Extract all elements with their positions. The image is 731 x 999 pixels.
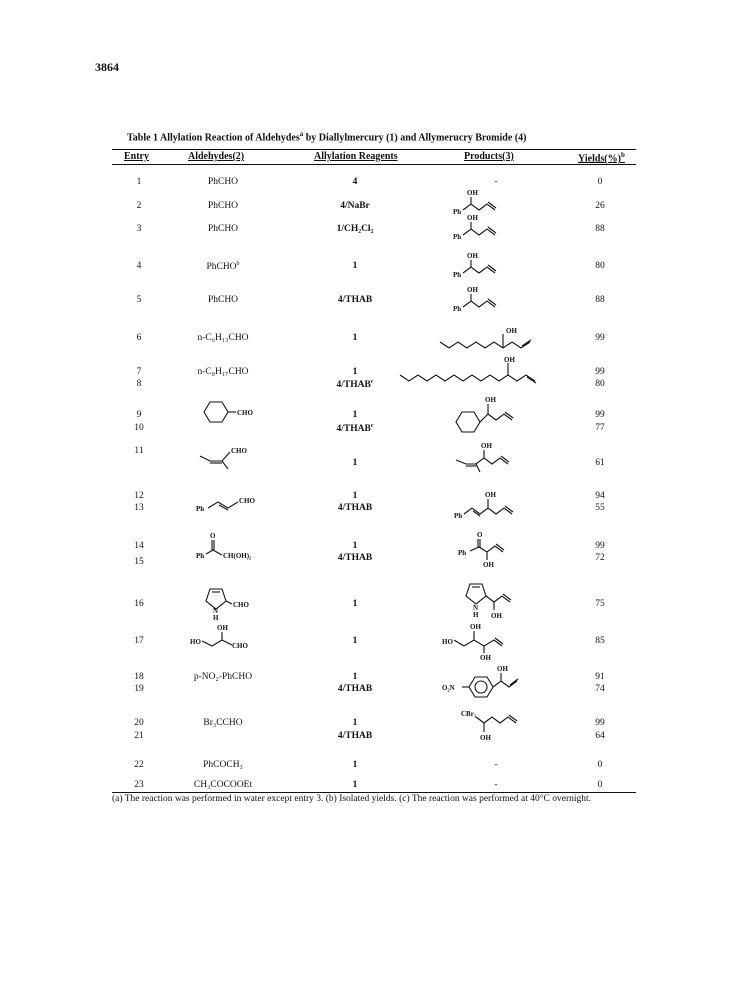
caption-prefix: Table 1 Allylation Reaction of Aldehydes: [127, 132, 300, 144]
table-bottom-rule: [112, 792, 636, 793]
oh-label: OH: [467, 189, 478, 197]
skeleton: [456, 458, 508, 464]
reagent-cell: [310, 423, 400, 434]
table-top-rule: [112, 149, 636, 150]
phenyl-dienol-structure: [454, 488, 544, 524]
reagent-name: 4/THAB: [336, 424, 371, 435]
ph-label: Ph: [458, 549, 467, 557]
reagent-cell: 1: [352, 333, 358, 343]
phenylglyoxal-structure: [196, 530, 276, 564]
aldehyde-cell: PhCOCH₃: [203, 760, 243, 770]
skeleton: [440, 342, 530, 348]
entry-number: 8: [136, 379, 142, 389]
tetradecenol-structure: [398, 355, 558, 395]
oh-label: OH: [480, 734, 491, 742]
entry-number: 19: [134, 684, 144, 694]
reagent-cell: 4/THAB: [337, 684, 373, 694]
reagent-cell: 4/THAB: [337, 503, 373, 513]
yield-cell: 88: [595, 295, 605, 305]
reagent-cell: 4/THAB: [337, 295, 373, 305]
reagent-cell: 4/THAB: [337, 553, 373, 563]
oh-label: OH: [480, 654, 491, 662]
aldehyde-cell: PhCHO: [207, 224, 239, 234]
ch-oh2-label: CH(OH)₂: [223, 552, 252, 560]
ph-label: Ph: [453, 271, 462, 279]
cinnamaldehyde-structure: [196, 491, 266, 521]
oh-label: OH: [470, 623, 481, 631]
cho-label: CHO: [233, 601, 249, 609]
yield-cell: 99: [595, 541, 605, 551]
yield-cell: 99: [595, 410, 605, 420]
o-label: O: [210, 532, 216, 540]
reagent-cell: 1: [352, 410, 358, 420]
reagent-sup: c: [370, 423, 374, 429]
cyclohexane-ring: [456, 412, 480, 432]
entry-number: 14: [134, 541, 144, 551]
homoallyl-alcohol-structure: [453, 213, 513, 243]
aldehyde-cell: PhCHO: [207, 201, 239, 211]
entry-number: 11: [134, 446, 144, 456]
entry-number: 9: [136, 410, 142, 420]
skeleton: [463, 267, 495, 273]
reagent-cell: 4: [352, 177, 358, 187]
table-caption: [127, 130, 526, 143]
homoallyl-alcohol-structure: [453, 285, 513, 315]
cyclohexane-ring: [204, 402, 228, 422]
oh-label: OH: [483, 561, 494, 569]
ho-label: HO: [190, 638, 201, 646]
entry-number: 17: [134, 636, 144, 646]
yield-cell: 64: [595, 731, 605, 741]
skeleton: [464, 508, 512, 514]
entry-number: 22: [134, 760, 144, 770]
entry-number: 10: [134, 423, 144, 433]
entry-number: 18: [134, 672, 144, 682]
reagent-cell: 1: [352, 760, 358, 770]
table-footnote: (a) The reaction was performed in water except entry 3. (b) Isolated yields. (c) The reaction was performed at 40°C overnight.: [112, 794, 592, 804]
alkene-bond: [522, 340, 531, 346]
ph-label: Ph: [453, 208, 462, 216]
reagent-cell: 1: [352, 261, 358, 271]
reagent-cell: 1: [352, 491, 358, 501]
entry-number: 15: [134, 557, 144, 567]
ho-label: HO: [442, 638, 453, 646]
oh-label: OH: [485, 396, 496, 404]
cho-label: CHO: [232, 642, 248, 650]
header-aldehydes: Aldehydes(2): [188, 151, 245, 162]
table-header-rule: [112, 164, 636, 165]
alkene-bond: [527, 377, 536, 383]
cbr3-label: CBr₃: [461, 710, 476, 718]
entry-number: 4: [136, 261, 142, 271]
skeleton: [400, 375, 535, 381]
oh-label: OH: [481, 442, 492, 450]
cho-bond: [226, 601, 232, 604]
aromatic-circle: [475, 681, 487, 693]
cyclohexyl-cho-structure: [196, 398, 256, 428]
hydroxyketone-structure: [456, 530, 536, 570]
pyrrole-cho-structure: [196, 585, 256, 621]
dienol-structure: [452, 438, 542, 474]
entry-number: 2: [136, 201, 142, 211]
entry-number: 21: [134, 731, 144, 741]
yield-cell: 61: [595, 458, 605, 468]
cyclohexyl-product-structure: [452, 392, 542, 436]
ph-label: Ph: [454, 512, 463, 520]
methyl-bond: [222, 461, 228, 469]
triol-structure: [442, 620, 542, 664]
yield-cell: 55: [595, 503, 605, 513]
header-yields: [578, 151, 625, 164]
entry-number: 3: [136, 224, 142, 234]
entry-number: 7: [136, 367, 142, 377]
reagent-name: 4/THAB: [336, 380, 371, 391]
aldehyde-name: PhCHO: [206, 262, 237, 273]
yield-cell: 99: [595, 367, 605, 377]
yield-cell: 85: [595, 636, 605, 646]
yield-cell: 91: [595, 672, 605, 682]
yield-cell: 99: [595, 718, 605, 728]
oh-label: OH: [467, 252, 478, 260]
header-products: Products(3): [464, 151, 514, 162]
skeleton: [476, 717, 516, 723]
header-entry: Entry: [124, 151, 149, 162]
methyl-bond: [476, 464, 480, 472]
header-reagents: Allylation Reagents: [314, 151, 398, 162]
reagent-cell: 1/CH₂Cl₂: [336, 224, 374, 234]
skeleton: [480, 414, 512, 422]
reagent-sup: c: [370, 379, 374, 385]
entry-number: 6: [136, 333, 142, 343]
page-number: 3864: [95, 60, 119, 74]
skeleton: [463, 229, 495, 235]
caption-suffix: by Diallylmercury (1) and Allymerucry Bromide (4): [303, 132, 527, 144]
reagent-cell: 1: [352, 599, 358, 609]
yield-cell: 0: [597, 177, 603, 187]
oh-label: OH: [491, 612, 502, 620]
aldehyde-cell: [178, 261, 268, 272]
reagent-cell: 1: [352, 780, 358, 790]
header-yields-label: Yields(%): [578, 153, 621, 165]
skeleton: [463, 301, 495, 307]
reagent-cell: 4/NaBr: [340, 201, 370, 211]
yield-cell: 77: [595, 423, 605, 433]
entry-number: 23: [134, 780, 144, 790]
glyceraldehyde-structure: [190, 622, 260, 652]
skeleton: [463, 204, 495, 210]
reagent-cell: 1: [352, 718, 358, 728]
ph-label: Ph: [196, 505, 205, 513]
reagent-cell: 1: [352, 367, 358, 377]
entry-number: 1: [136, 177, 142, 187]
h-label: H: [473, 611, 479, 619]
aldehyde-cell: Br₃CCHO: [203, 718, 243, 728]
entry-number: 12: [134, 491, 144, 501]
oh-label: OH: [485, 491, 496, 499]
tribromo-product-structure: [454, 707, 554, 747]
ph-label: Ph: [196, 552, 205, 560]
reagent-cell: 1: [352, 458, 358, 468]
skeleton: [206, 550, 222, 555]
oh-label: OH: [467, 286, 478, 294]
skeleton: [202, 640, 232, 646]
oh-label: OH: [217, 624, 228, 632]
h-label: H: [213, 614, 219, 622]
alkene-bond: [510, 679, 518, 685]
aldehyde-cell: n-C₆H₁₃CHO: [197, 333, 249, 343]
aldehyde-cell: n-C₈H₁₇CHO: [197, 367, 249, 377]
entry-number: 20: [134, 718, 144, 728]
product-dash: -: [494, 780, 498, 790]
yield-cell: 0: [597, 780, 603, 790]
o-label: O: [477, 531, 483, 539]
reagent-cell: [310, 379, 400, 390]
oh-label: OH: [497, 665, 508, 673]
oh-label: OH: [504, 356, 515, 364]
ph-label: Ph: [453, 233, 462, 241]
nitrophenyl-product-structure: [442, 664, 552, 700]
product-dash: -: [494, 760, 498, 770]
reagent-cell: 1: [352, 636, 358, 646]
homoallyl-alcohol-structure: [453, 251, 513, 281]
pyrrolyl-product-structure: [456, 578, 536, 622]
n-label: N: [213, 607, 219, 615]
header-yields-sup: b: [620, 151, 625, 159]
entry-number: 16: [134, 599, 144, 609]
cho-label: CHO: [231, 447, 247, 455]
aldehyde-cell: PhCHO: [207, 177, 239, 187]
tiglic-aldehyde-structure: [196, 442, 256, 472]
yield-cell: 99: [595, 333, 605, 343]
benzene-ring: [469, 677, 493, 697]
caption-sup: a: [299, 130, 304, 138]
yield-cell: 75: [595, 599, 605, 609]
reagent-cell: 1: [352, 672, 358, 682]
skeleton: [470, 546, 503, 552]
oh-label: OH: [506, 327, 517, 335]
yield-cell: 88: [595, 224, 605, 234]
alkene-chain: [200, 452, 230, 461]
aldehyde-cell: p-NO₂-PhCHO: [193, 672, 253, 682]
o2n-label: O₂N: [442, 684, 455, 692]
product-dash: -: [494, 177, 498, 187]
skeleton: [454, 640, 502, 646]
aldehyde-sup: b: [236, 261, 240, 267]
cho-label: CHO: [239, 497, 255, 505]
dodecenol-structure: [438, 322, 558, 358]
yield-cell: 80: [595, 261, 605, 271]
yield-cell: 80: [595, 379, 605, 389]
entry-number: 5: [136, 295, 142, 305]
cho-label: CHO: [237, 409, 253, 417]
oh-label: OH: [467, 214, 478, 222]
reagent-cell: 1: [352, 541, 358, 551]
ph-label: Ph: [453, 305, 462, 313]
yield-cell: 94: [595, 491, 605, 501]
yield-cell: 74: [595, 684, 605, 694]
aldehyde-cell: PhCHO: [207, 295, 239, 305]
yield-cell: 72: [595, 553, 605, 563]
n-label: N: [473, 604, 479, 612]
reagent-cell: 4/THAB: [337, 731, 373, 741]
yield-cell: 0: [597, 760, 603, 770]
yield-cell: 26: [595, 201, 605, 211]
entry-number: 13: [134, 503, 144, 513]
aldehyde-cell: CH₃COCOOEt: [193, 780, 253, 790]
